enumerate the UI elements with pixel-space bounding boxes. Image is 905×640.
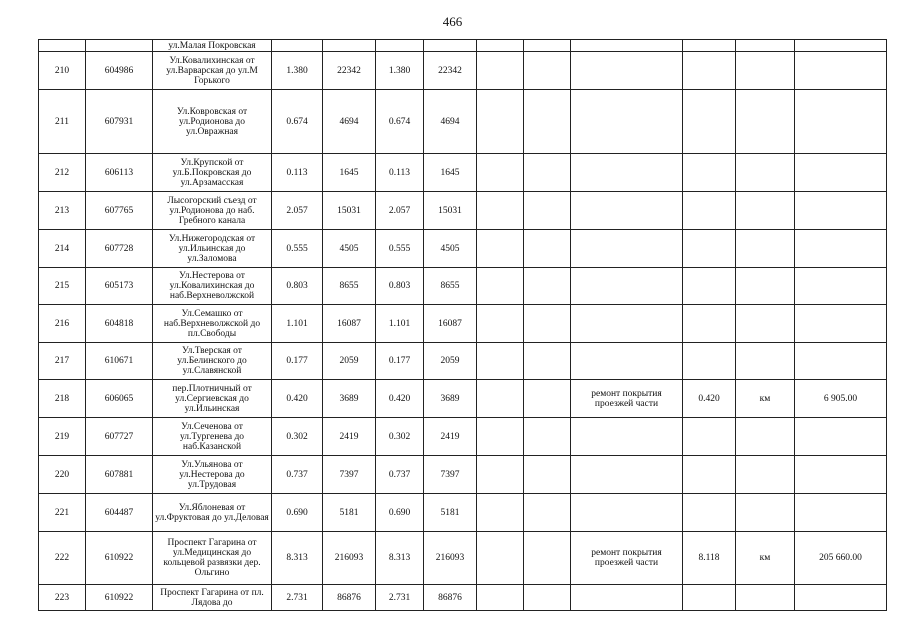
area-cell: 5181 [323,494,376,532]
work-type-cell [571,305,683,343]
row-number-cell: 217 [39,343,86,380]
unit-cell [736,230,795,268]
length-cell: 0.420 [272,380,323,418]
table-row [39,380,887,418]
table-row [39,532,887,585]
length-cell: 0.302 [376,418,424,456]
area-cell: 1645 [424,154,477,192]
unit-cell [736,494,795,532]
cost-cell [795,343,887,380]
empty-cell [524,418,571,456]
empty-cell [524,532,571,585]
length-cell: 8.313 [272,532,323,585]
unit-cell [736,418,795,456]
cost-cell [795,268,887,305]
work-length-cell [683,230,736,268]
length-cell: 0.690 [272,494,323,532]
street-cell: Ул.Ковалихинская от ул.Варварская до ул.М Горького [153,52,272,90]
area-cell: 3689 [424,380,477,418]
work-length-cell [683,154,736,192]
area-cell: 22342 [323,52,376,90]
roads-table [38,39,887,611]
length-cell: 0.113 [376,154,424,192]
empty-cell [524,305,571,343]
road-code-cell: 607727 [86,418,153,456]
row-number-cell: 218 [39,380,86,418]
area-cell: 216093 [323,532,376,585]
empty-cell [477,154,524,192]
length-cell: 0.420 [376,380,424,418]
street-cell: Ул.Тверская от ул.Белинского до ул.Славянской [153,343,272,380]
empty-cell [477,305,524,343]
empty-cell [477,230,524,268]
empty-cell [477,456,524,494]
length-cell: 2.731 [272,585,323,611]
table-row [39,52,887,90]
length-cell: 0.674 [376,90,424,154]
street-cell: Ул.Крупской от ул.Б.Покровская до ул.Арзамасская [153,154,272,192]
work-type-cell: ремонт покрытия проезжей части [571,380,683,418]
area-cell: 2419 [323,418,376,456]
length-cell: 0.302 [272,418,323,456]
work-type-cell [571,230,683,268]
work-type-cell [571,192,683,230]
empty-cell [524,192,571,230]
road-code-cell: 606113 [86,154,153,192]
work-length-cell: 8.118 [683,532,736,585]
row-number-cell: 211 [39,90,86,154]
work-type-cell [571,585,683,611]
road-code-cell: 607881 [86,456,153,494]
road-code-cell: 606065 [86,380,153,418]
work-type-cell [571,154,683,192]
area-cell: 2419 [424,418,477,456]
road-code-cell: 604818 [86,305,153,343]
work-type-cell [571,90,683,154]
area-cell: 7397 [323,456,376,494]
street-cell: Ул.Ковровская от ул.Родионова до ул.Овражная [153,90,272,154]
work-length-cell: 0.420 [683,380,736,418]
empty-cell [477,268,524,305]
page-number: 466 [442,14,463,29]
road-code-cell: 610922 [86,585,153,611]
row-number-cell: 223 [39,585,86,611]
empty-cell [524,230,571,268]
unit-cell [736,456,795,494]
road-code-cell: 607728 [86,230,153,268]
table-row [39,192,887,230]
area-cell: 4505 [323,230,376,268]
work-type-cell: ремонт покрытия проезжей части [571,532,683,585]
table-row [39,305,887,343]
area-cell: 86876 [424,585,477,611]
row-number-cell: 214 [39,230,86,268]
cost-cell [795,192,887,230]
area-cell: 8655 [424,268,477,305]
cost-cell [795,585,887,611]
work-length-cell [683,305,736,343]
row-number-cell: 216 [39,305,86,343]
work-length-cell [683,52,736,90]
empty-cell [524,52,571,90]
cost-cell [795,305,887,343]
row-number-cell: 222 [39,532,86,585]
row-number-cell: 221 [39,494,86,532]
area-cell: 7397 [424,456,477,494]
length-cell: 0.803 [272,268,323,305]
unit-cell [736,343,795,380]
length-cell: 0.737 [376,456,424,494]
area-cell: 4694 [323,90,376,154]
work-length-cell [683,494,736,532]
unit-cell: км [736,532,795,585]
work-type-cell [571,268,683,305]
work-length-cell [683,585,736,611]
work-length-cell [683,90,736,154]
unit-cell [736,52,795,90]
length-cell: 0.737 [272,456,323,494]
work-type-cell [571,52,683,90]
work-length-cell [683,456,736,494]
table-row [39,230,887,268]
work-length-cell [683,418,736,456]
street-cell: Ул.Яблоневая от ул.Фруктовая до ул.Деловая [153,494,272,532]
street-cell: Ул.Нестерова от ул.Ковалихинская до наб.Верхневолжской [153,268,272,305]
empty-cell [524,380,571,418]
area-cell: 5181 [424,494,477,532]
empty-cell [477,343,524,380]
unit-cell [736,305,795,343]
area-cell: 4505 [424,230,477,268]
row-number-cell: 215 [39,268,86,305]
area-cell: 22342 [424,52,477,90]
length-cell: 0.690 [376,494,424,532]
empty-cell [524,456,571,494]
table-row [39,585,887,611]
length-cell: 1.380 [376,52,424,90]
road-code-cell: 604986 [86,52,153,90]
empty-cell [477,418,524,456]
length-cell: 0.803 [376,268,424,305]
unit-cell [736,268,795,305]
empty-cell [524,268,571,305]
area-cell: 86876 [323,585,376,611]
street-cell: Ул.Семашко от наб.Верхневолжской до пл.Свободы [153,305,272,343]
empty-cell [477,192,524,230]
length-cell: 2.057 [272,192,323,230]
unit-cell [736,585,795,611]
area-cell: 15031 [323,192,376,230]
cost-cell: 6 905.00 [795,380,887,418]
table-row [39,268,887,305]
table-row [39,90,887,154]
table-row [39,418,887,456]
cost-cell [795,418,887,456]
empty-cell [477,52,524,90]
area-cell: 16087 [424,305,477,343]
cost-cell [795,494,887,532]
length-cell: 0.177 [376,343,424,380]
empty-cell [524,585,571,611]
road-code-cell: 610671 [86,343,153,380]
empty-cell [477,90,524,154]
unit-cell: км [736,380,795,418]
street-cell: Ул.Нижегородская от ул.Ильинская до ул.Заломова [153,230,272,268]
empty-cell [524,154,571,192]
street-cell: ул.Малая Покровская [153,40,272,52]
empty-cell [477,380,524,418]
area-cell: 15031 [424,192,477,230]
work-length-cell [683,268,736,305]
street-cell: Лысогорский съезд от ул.Родионова до наб. Гребного канала [153,192,272,230]
length-cell: 2.731 [376,585,424,611]
table-row [39,343,887,380]
row-number-cell: 219 [39,418,86,456]
row-number-cell: 212 [39,154,86,192]
area-cell: 2059 [323,343,376,380]
work-type-cell [571,456,683,494]
area-cell: 2059 [424,343,477,380]
length-cell: 1.380 [272,52,323,90]
work-length-cell [683,343,736,380]
area-cell: 216093 [424,532,477,585]
empty-cell [524,90,571,154]
area-cell: 3689 [323,380,376,418]
unit-cell [736,192,795,230]
road-code-cell: 605173 [86,268,153,305]
work-length-cell [683,192,736,230]
length-cell: 8.313 [376,532,424,585]
row-number-cell: 220 [39,456,86,494]
road-code-cell: 604487 [86,494,153,532]
empty-cell [477,532,524,585]
area-cell: 16087 [323,305,376,343]
length-cell: 1.101 [272,305,323,343]
length-cell: 2.057 [376,192,424,230]
road-code-cell: 607931 [86,90,153,154]
street-cell: Ул.Сеченова от ул.Тургенева до наб.Казанской [153,418,272,456]
length-cell: 0.177 [272,343,323,380]
length-cell: 0.113 [272,154,323,192]
unit-cell [736,90,795,154]
work-type-cell [571,494,683,532]
table-row-continuation [39,40,887,52]
cost-cell [795,456,887,494]
length-cell: 0.674 [272,90,323,154]
length-cell: 0.555 [272,230,323,268]
empty-cell [524,494,571,532]
area-cell: 4694 [424,90,477,154]
cost-cell [795,154,887,192]
empty-cell [477,585,524,611]
row-number-cell: 213 [39,192,86,230]
street-cell: Проспект Гагарина от пл. Лядова до [153,585,272,611]
cost-cell [795,90,887,154]
street-cell: пер.Плотничный от ул.Сергиевская до ул.Ильинская [153,380,272,418]
length-cell: 1.101 [376,305,424,343]
area-cell: 8655 [323,268,376,305]
table-row [39,154,887,192]
length-cell: 0.555 [376,230,424,268]
street-cell: Проспект Гагарина от ул.Медицинская до кольцевой развязки дер. Ольгино [153,532,272,585]
street-cell: Ул.Ульянова от ул.Нестерова до ул.Трудовая [153,456,272,494]
table-row [39,494,887,532]
empty-cell [524,343,571,380]
row-number-cell: 210 [39,52,86,90]
cost-cell [795,52,887,90]
unit-cell [736,154,795,192]
empty-cell [477,494,524,532]
work-type-cell [571,418,683,456]
table-row [39,456,887,494]
road-code-cell: 607765 [86,192,153,230]
road-code-cell: 610922 [86,532,153,585]
cost-cell: 205 660.00 [795,532,887,585]
area-cell: 1645 [323,154,376,192]
work-type-cell [571,343,683,380]
cost-cell [795,230,887,268]
